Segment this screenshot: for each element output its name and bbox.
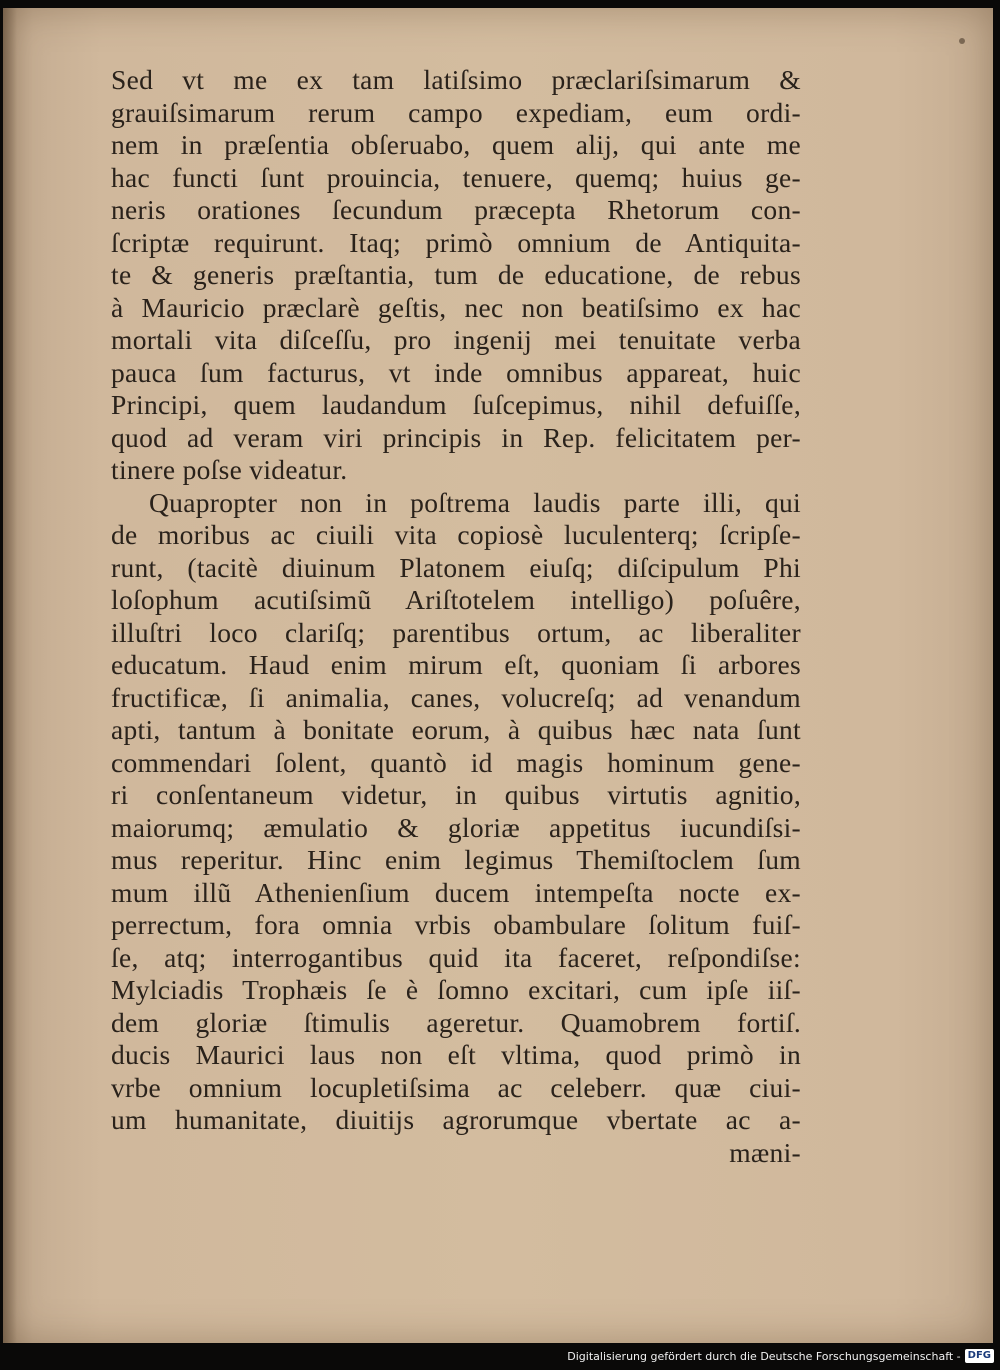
credit-text: Digitalisierung gefördert durch die Deutsche Forschungsgemeinschaft - <box>567 1349 961 1363</box>
dfg-logo[interactable]: DFG <box>965 1349 994 1363</box>
ink-spot <box>959 38 965 44</box>
text-line: Principi, quem laudandum ſuſcepimus, nihil defuiſſe, <box>111 389 801 420</box>
text-line: ducis Maurici laus non eſt vltima, quod primò in <box>111 1039 801 1070</box>
text-line: maiorumq; æmulatio & gloriæ appetitus iucundiſsi- <box>111 811 801 843</box>
text-line: hac functi ſunt prouincia, tenuere, quemq; huius ge- <box>111 161 801 193</box>
text-line: mus reperitur. Hinc enim legimus Themiſtoclem ſum <box>111 844 801 875</box>
text-line: loſophum acutiſsimũ Ariſtotelem intelligo) poſuêre, <box>111 584 801 615</box>
text-line: pauca ſum facturus, vt inde omnibus appareat, huic <box>111 356 801 388</box>
page-text <box>111 64 801 1169</box>
text-line: mortali vita diſceſſu, pro ingenij mei tenuitate verba <box>111 324 801 355</box>
text-line: tinere poſse videatur. <box>111 454 348 485</box>
text-line: illuſtri loco clariſq; parentibus ortum, ac liberaliter <box>111 616 801 648</box>
text-line: fructificæ, ſi animalia, canes, volucreſq; ad venandum <box>111 681 801 713</box>
text-line: te & generis præſtantia, tum de educatione, de rebus <box>111 259 801 290</box>
text-line: Mylciadis Trophæis ſe è ſomno excitari, cum ipſe iiſ- <box>111 974 801 1005</box>
catchword: mæni- <box>729 1136 801 1168</box>
page-binding-shadow <box>3 8 17 1343</box>
text-line: Quapropter non in poſtrema laudis parte illi, qui <box>149 486 801 518</box>
text-line: ri conſentaneum videtur, in quibus virtutis agnitio, <box>111 779 801 810</box>
text-line: vrbe omnium locupletiſsima ac celeberr. quæ ciui- <box>111 1071 801 1103</box>
text-line: Sed vt me ex tam latiſsimo præclariſsimarum & <box>111 64 801 95</box>
text-line: ſe, atq; interrogantibus quid ita faceret, reſpondiſse: <box>111 941 801 973</box>
text-line: um humanitate, diuitijs agrorumque vbertate ac a- <box>111 1104 801 1135</box>
text-line: runt, (tacitè diuinum Platonem eiuſq; diſcipulum Phi <box>111 551 801 583</box>
text-line: grauiſsimarum rerum campo expediam, eum ordi- <box>111 96 801 128</box>
text-line: apti, tantum à bonitate eorum, à quibus hæc nata ſunt <box>111 714 801 745</box>
book-page <box>3 8 993 1343</box>
text-line: perrectum, fora omnia vrbis obambulare ſolitum fuiſ- <box>111 909 801 940</box>
text-line: commendari ſolent, quantò id magis hominum gene- <box>111 746 801 778</box>
text-line: mum illũ Athenienſium ducem intempeſta nocte ex- <box>111 876 801 908</box>
text-line: de moribus ac ciuili vita copiosè luculenterq; ſcripſe- <box>111 519 801 550</box>
digitization-credit <box>567 1346 994 1366</box>
text-line: quod ad veram viri principis in Rep. felicitatem per- <box>111 421 801 453</box>
text-line: neris orationes ſecundum præcepta Rhetorum con- <box>111 194 801 225</box>
text-line: nem in præſentia obſeruabo, quem alij, qui ante me <box>111 129 801 160</box>
text-line: educatum. Haud enim mirum eſt, quoniam ſi arbores <box>111 649 801 680</box>
text-line: à Mauricio præclarè geſtis, nec non beatiſsimo ex hac <box>111 291 801 323</box>
text-line: ſcriptæ requirunt. Itaq; primò omnium de Antiquita- <box>111 226 801 258</box>
text-line: dem gloriæ ſtimulis ageretur. Quamobrem fortiſ. <box>111 1006 801 1038</box>
